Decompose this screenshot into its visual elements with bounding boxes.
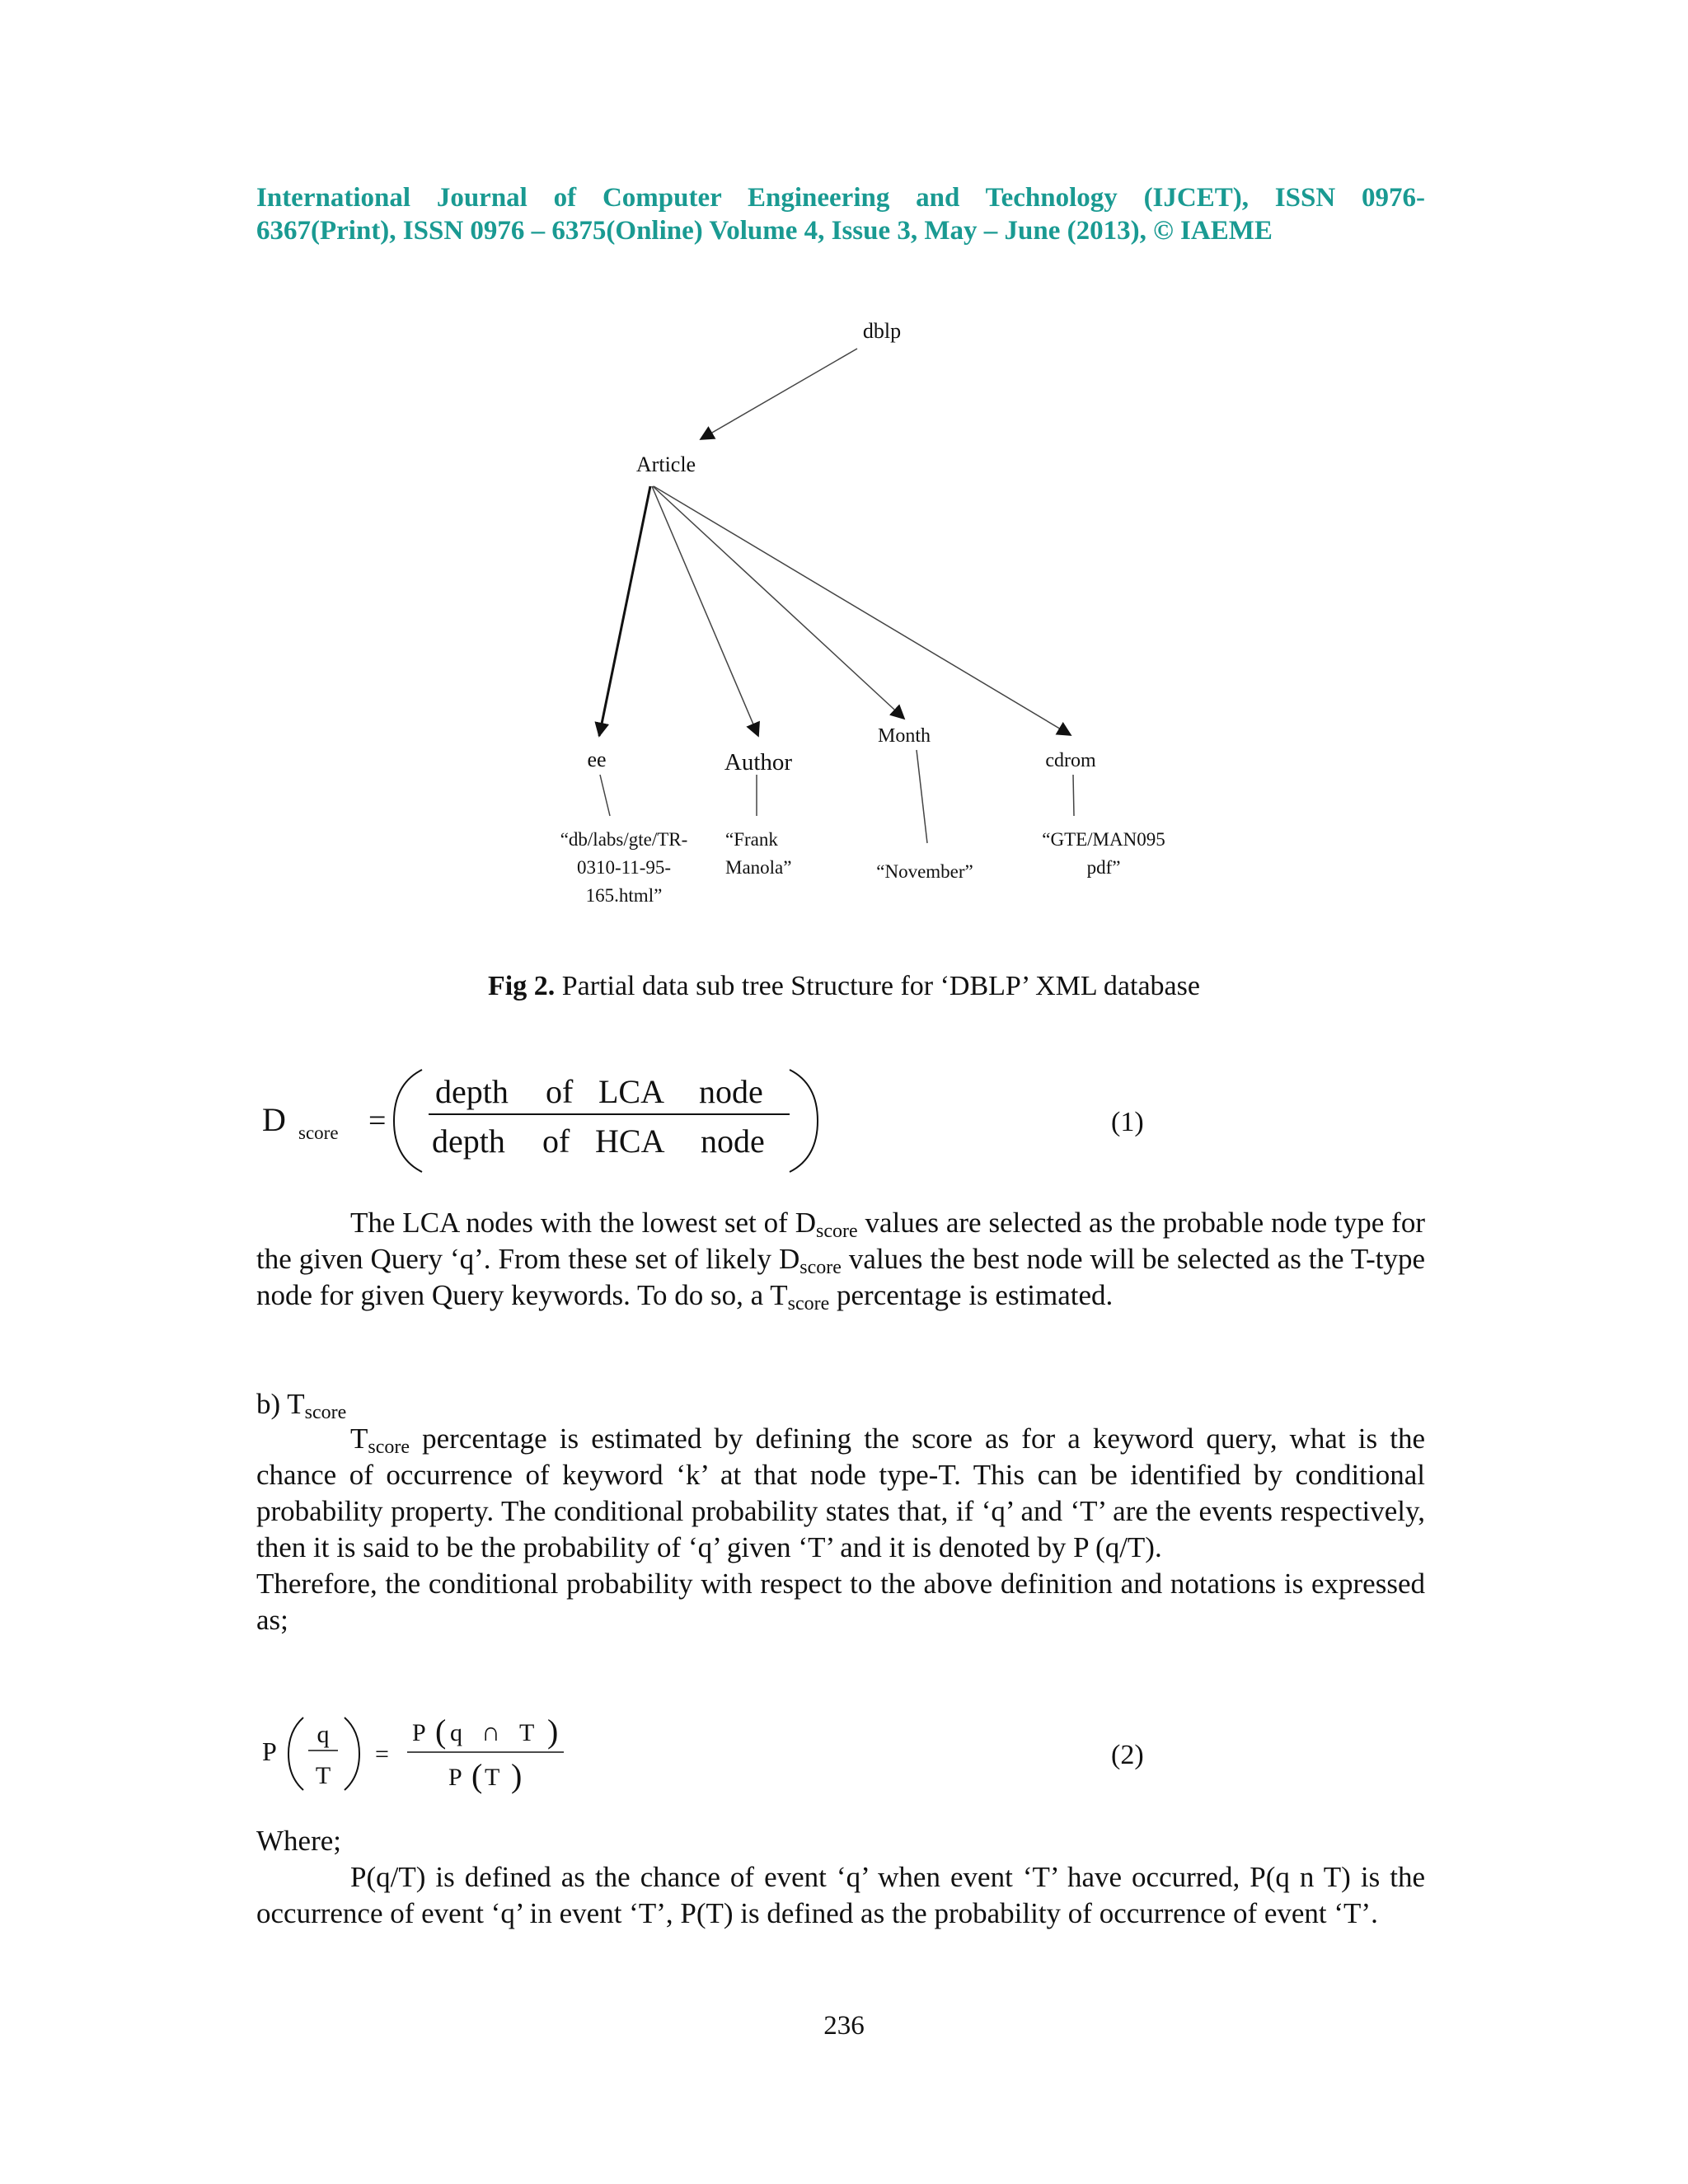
eq1-number: (1) [1111, 1107, 1144, 1137]
value-cdrom-line1: “GTE/MAN095 [1042, 829, 1165, 850]
eq1-den-of: of [542, 1122, 570, 1160]
edge-article-author [652, 486, 758, 736]
eq1-right-paren [790, 1070, 818, 1172]
eq1-equals: = [368, 1104, 387, 1138]
paragraph-3: Therefore, the conditional probability with respect to the above definition and notations is expressed as; [256, 1568, 1425, 1636]
value-cdrom-line2: pdf” [1086, 857, 1121, 878]
value-author-line1: “Frank [725, 829, 778, 850]
header-line-1: International Journal of Computer Engineering and Technology (IJCET), ISSN 0976- [256, 183, 1425, 213]
eq2-rhs-num-q: q [450, 1719, 462, 1746]
para2-text-a: T [350, 1422, 368, 1455]
para1-sub-a: score [815, 1221, 858, 1242]
figure-caption-text: Partial data sub tree Structure for ‘DBLP’ XML database [561, 971, 1200, 1001]
paragraph-4-text: P(q/T) is defined as the chance of event ‘q’ when event ‘T’ have occurred, P(q n T) is the occurrence of event ‘q’ in event ‘T’, P(T) is defined as the probability of occurrence of event ‘T’. [256, 1861, 1425, 1929]
eq2-frac-num: q [316, 1721, 330, 1748]
eq2-left-paren [288, 1718, 303, 1790]
para2-sub-a: score [368, 1436, 410, 1458]
section-b-sub: score [304, 1402, 347, 1423]
edge-dblp-article [701, 349, 857, 439]
eq1-num-of: of [546, 1073, 574, 1110]
eq1-num-depth: depth [435, 1073, 509, 1110]
para1-text-c: values the best node will be selected as the T-type node for given Query keywords. To do so, a T [256, 1243, 1426, 1311]
value-ee-line1: “db/labs/gte/TR- [560, 829, 688, 850]
where-label: Where; [256, 1825, 341, 1857]
eq2-rhs-den-t: T [485, 1764, 500, 1791]
figure-caption [0, 971, 1688, 1002]
eq2-right-paren [345, 1718, 359, 1790]
node-dblp: dblp [862, 319, 902, 343]
value-ee-line3: 165.html” [585, 885, 663, 906]
eq2-rhs-num-p: P [412, 1719, 426, 1746]
eq1-den-node: node [701, 1122, 765, 1160]
node-author: Author [724, 749, 793, 776]
section-b-heading [256, 1386, 1425, 1422]
edge-month-value [917, 750, 927, 843]
eq1-den-depth: depth [432, 1122, 505, 1160]
value-author-line2: Manola” [725, 857, 792, 878]
paragraph-2 [256, 1421, 1425, 1638]
eq1-den-hca: HCA [595, 1122, 665, 1160]
para1-sub-c: score [787, 1293, 830, 1315]
eq2-rhs-num-cap: ∩ [481, 1717, 501, 1746]
eq1-left-paren [394, 1070, 422, 1172]
para2-text-b: percentage is estimated by defining the score as for a keyword query, what is the chance of occurrence of keyword ‘k’ at that node type-T. This can be identified by conditional probability property. The conditional probability states that, if ‘q’ and ‘T’ are the events respectively, then it is said to be the probability of ‘q’ given ‘T’ and it is denoted by P (q/T). [256, 1422, 1425, 1563]
para1-text-a: The LCA nodes with the lowest set of D [350, 1207, 816, 1239]
eq2-rhs-den-close: ) [511, 1757, 523, 1794]
dblp-tree-diagram [0, 0, 1688, 948]
eq2-frac-den: T [315, 1762, 331, 1789]
eq1-lhs: D [262, 1101, 286, 1138]
section-b-label: b) T [256, 1388, 305, 1420]
eq2-rhs-num-close: ) [547, 1713, 559, 1750]
para1-text-b: values are selected as the probable node type for the given Query ‘q’. From these set of likely D [256, 1207, 1425, 1275]
eq2-number: (2) [1111, 1740, 1144, 1770]
eq2-rhs-num-t: T [519, 1719, 535, 1746]
eq2-equals: = [375, 1741, 389, 1768]
eq1-num-node: node [699, 1073, 763, 1110]
eq1-lhs-sub: score [298, 1122, 339, 1143]
para1-sub-b: score [799, 1257, 842, 1278]
page-number: 236 [823, 2011, 865, 2041]
node-ee: ee [587, 748, 607, 771]
eq2-rhs-den-open: ( [471, 1757, 483, 1794]
edge-article-cdrom [654, 486, 1071, 735]
header-line-2: 6367(Print), ISSN 0976 – 6375(Online) Volume 4, Issue 3, May – June (2013), © IAEME [256, 216, 1273, 246]
equation-1 [0, 1063, 1688, 1179]
value-month: “November” [876, 861, 973, 882]
edge-cdrom-value [1073, 775, 1074, 816]
equation-2 [0, 1706, 1688, 1797]
eq2-lhs-p: P [262, 1736, 277, 1766]
eq1-num-lca: LCA [598, 1073, 664, 1110]
eq2-rhs-num-open: ( [435, 1713, 447, 1750]
paragraph-4 [256, 1859, 1425, 1932]
node-article: Article [635, 452, 696, 476]
figure-caption-label: Fig 2. [488, 971, 556, 1001]
value-ee-line2: 0310-11-95- [576, 857, 672, 878]
node-month: Month [877, 725, 931, 747]
para1-text-d: percentage is estimated. [829, 1279, 1114, 1311]
edge-ee-value [600, 775, 610, 816]
edge-article-month [653, 486, 904, 719]
paragraph-1 [256, 1205, 1425, 1314]
edge-article-ee [599, 486, 650, 736]
eq2-rhs-den-p: P [448, 1764, 462, 1791]
node-cdrom: cdrom [1045, 750, 1096, 771]
